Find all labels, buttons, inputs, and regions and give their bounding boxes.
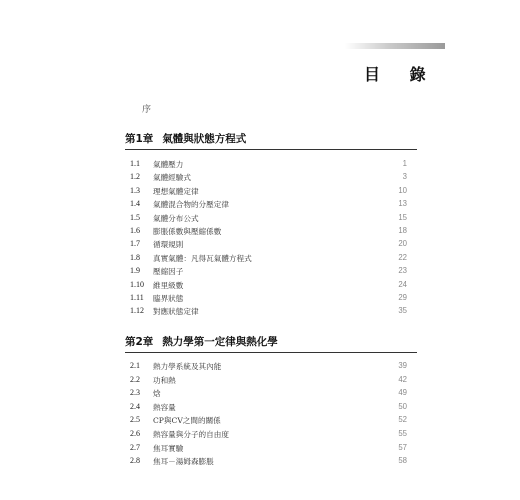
toc-entry[interactable] — [0, 159, 520, 172]
entry-number: 1.10 — [130, 279, 144, 289]
header-gradient-bar — [345, 43, 445, 49]
entry-page: 13 — [398, 199, 407, 209]
entry-title: 氣體壓力 — [153, 160, 184, 169]
entry-number: 1.11 — [130, 293, 144, 302]
toc-entry[interactable] — [0, 239, 520, 252]
entry-number: 1.8 — [130, 252, 140, 262]
entry-title: 循環規則 — [153, 240, 184, 250]
entry-title: 氣體混合物的分壓定律 — [153, 200, 229, 210]
entry-page: 55 — [398, 429, 407, 438]
entry-number: 2.2 — [130, 374, 140, 384]
toc-entry[interactable] — [0, 186, 520, 199]
entry-number: 2.4 — [130, 401, 140, 411]
entry-page: 1 — [402, 159, 407, 168]
entry-page: 15 — [398, 212, 407, 222]
entry-title: 焦耳－湯姆森膨脹 — [153, 457, 214, 467]
entry-page: 22 — [398, 252, 407, 262]
entry-page: 52 — [398, 415, 407, 425]
entry-title: 熱容量 — [153, 402, 176, 412]
entry-page: 50 — [398, 401, 407, 411]
toc-entry[interactable] — [0, 226, 520, 239]
entry-number: 1.6 — [130, 226, 140, 235]
entry-page: 10 — [398, 185, 407, 195]
entry-number: 1.5 — [130, 212, 140, 222]
entry-title: 氣體經驗式 — [153, 173, 191, 183]
entry-number: 1.1 — [130, 159, 140, 168]
entry-title: 真實氣體：凡得瓦氣體方程式 — [153, 253, 252, 263]
entry-page: 18 — [398, 226, 407, 235]
toc-entry[interactable] — [0, 361, 520, 374]
entry-number: 2.6 — [130, 429, 140, 438]
entry-page: 49 — [398, 388, 407, 398]
entry-page: 29 — [398, 293, 407, 302]
entry-number: 2.1 — [130, 361, 140, 370]
toc-entry[interactable] — [0, 266, 520, 279]
entry-page: 23 — [398, 266, 407, 276]
toc-entry[interactable] — [0, 280, 520, 293]
entry-page: 24 — [398, 279, 407, 289]
entry-page: 39 — [398, 361, 407, 370]
entry-page: 20 — [398, 239, 407, 249]
toc-entry[interactable] — [0, 213, 520, 226]
entry-number: 1.2 — [130, 172, 140, 182]
entry-number: 2.8 — [130, 456, 140, 466]
entry-number: 2.3 — [130, 388, 140, 398]
toc-entry[interactable] — [0, 443, 520, 456]
toc-entry[interactable] — [0, 375, 520, 388]
entry-title: 膨脹係數與壓縮係數 — [153, 227, 222, 236]
entry-number: 2.7 — [130, 442, 140, 452]
toc-entry[interactable] — [0, 253, 520, 266]
chapter-2-heading — [125, 334, 417, 353]
toc-entry[interactable] — [0, 429, 520, 442]
entry-title: 壓縮因子 — [153, 267, 184, 277]
chapter-title: 熱力學第一定律與熱化學 — [162, 336, 278, 348]
entry-number: 1.12 — [130, 306, 144, 316]
entry-title: 對應狀態定律 — [153, 307, 199, 317]
entry-title: 功和熱 — [153, 375, 176, 385]
entry-page: 35 — [398, 306, 407, 316]
preface-entry[interactable]: 序 — [142, 105, 152, 115]
toc-entry[interactable] — [0, 456, 520, 469]
page-title: 目 錄 — [364, 65, 438, 84]
chapter-number: 第2章 — [125, 336, 154, 348]
toc-entry[interactable] — [0, 388, 520, 401]
entry-number: 2.5 — [130, 415, 140, 425]
toc-entry[interactable] — [0, 415, 520, 428]
toc-entry[interactable] — [0, 199, 520, 212]
entry-title: 焓 — [153, 389, 161, 399]
toc-entry[interactable] — [0, 172, 520, 185]
entry-number: 1.4 — [130, 199, 140, 209]
entry-title: 焦耳實驗 — [153, 443, 184, 453]
entry-number: 1.9 — [130, 266, 140, 276]
entry-title: 氣體分布公式 — [153, 213, 199, 223]
chapter-number: 第1章 — [125, 133, 154, 145]
entry-number: 1.3 — [130, 185, 140, 195]
entry-number: 1.7 — [130, 239, 140, 249]
entry-title: 熱力學系統及其內能 — [153, 362, 222, 371]
entry-page: 42 — [398, 374, 407, 384]
entry-title: 理想氣體定律 — [153, 186, 199, 196]
entry-page: 57 — [398, 442, 407, 452]
entry-title: 熱容量與分子的自由度 — [153, 430, 229, 439]
chapter-title: 氣體與狀態方程式 — [162, 133, 247, 145]
entry-title: CP與CV之間的關係 — [153, 416, 221, 426]
entry-title: 維里級數 — [153, 280, 184, 290]
toc-entry[interactable] — [0, 402, 520, 415]
entry-title: 臨界狀態 — [153, 294, 184, 303]
toc-entry[interactable] — [0, 306, 520, 319]
entry-page: 58 — [398, 456, 407, 466]
toc-entry[interactable] — [0, 293, 520, 306]
entry-page: 3 — [402, 172, 407, 182]
chapter-1-heading — [125, 131, 417, 150]
